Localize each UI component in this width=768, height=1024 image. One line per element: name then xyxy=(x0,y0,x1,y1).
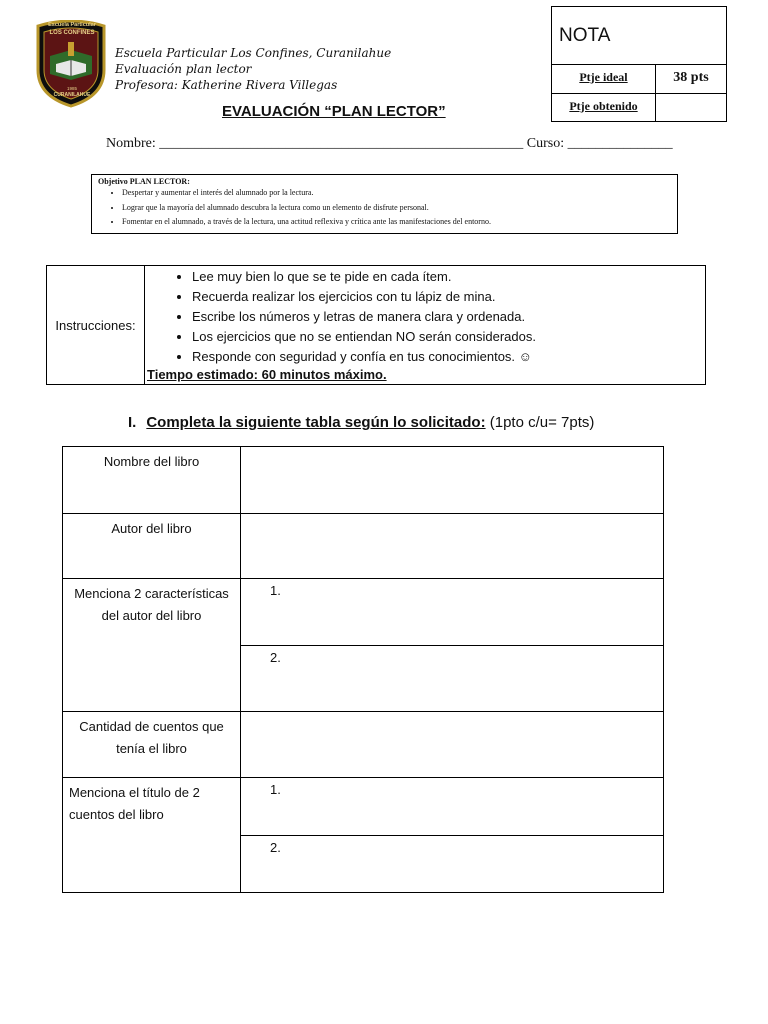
instruction-item: • Escribe los números y letras de manera clara y ordenada. xyxy=(192,307,705,327)
obtained-score-label: Ptje obtenido xyxy=(552,94,656,122)
row-label: Nombre del libro xyxy=(63,447,241,513)
answer-cell[interactable] xyxy=(241,447,663,513)
section-points: (1pto c/u= 7pts) xyxy=(489,414,595,431)
objective-item: • Despertar y aumentar el interés del alumnado por la lectura. xyxy=(122,186,671,201)
name-label: Nombre: xyxy=(106,136,156,151)
answer-cell[interactable]: 2. xyxy=(241,645,663,712)
name-field[interactable]: ____________________________________________________ xyxy=(159,136,524,151)
instructions-body xyxy=(146,266,705,383)
objective-title: Objetivo PLAN LECTOR: xyxy=(98,177,190,186)
table-row xyxy=(63,578,663,711)
section-number: I. xyxy=(128,414,137,431)
section-heading xyxy=(128,414,594,431)
course-field[interactable]: _______________ xyxy=(567,136,673,151)
course-label: Curso: xyxy=(526,136,565,151)
obtained-score-field[interactable] xyxy=(656,94,726,122)
instruction-item: • Lee muy bien lo que se te pide en cada ítem. xyxy=(192,267,705,287)
logo-text-bottom: CURANILAHUE xyxy=(53,92,91,98)
row-label: Autor del libro xyxy=(63,514,241,578)
table-row xyxy=(63,777,663,893)
instruction-item: • Recuerda realizar los ejercicios con tu lápiz de mina. xyxy=(192,287,705,307)
instruction-item: • Los ejercicios que no se entiendan NO serán considerados. xyxy=(192,327,705,347)
answer-cell[interactable]: 1. xyxy=(270,782,281,797)
school-name: Escuela Particular Los Confines, Curanilahue xyxy=(115,46,392,60)
book-table xyxy=(62,446,664,893)
logo-text-top: Escuela Particular xyxy=(48,22,96,28)
row-label: Cantidad de cuentos que tenía el libro xyxy=(63,712,241,777)
grade-label: NOTA xyxy=(559,25,611,46)
estimated-time: Tiempo estimado: 60 minutos máximo. xyxy=(147,367,387,382)
objective-item: • Fomentar en el alumnado, a través de la lectura, una actitud reflexiva y crítica ante las manifestaciones del entorno. xyxy=(122,215,671,230)
answer-cell[interactable]: 2. xyxy=(241,835,663,894)
instructions-label: Instrucciones: xyxy=(47,266,145,384)
table-row xyxy=(63,447,663,513)
page-title: EVALUACIÓN “PLAN LECTOR” xyxy=(222,103,446,120)
ideal-score-row xyxy=(552,64,726,93)
objective-item: • Lograr que la mayoría del alumnado descubra la lectura como un elemento de disfrute personal. xyxy=(122,201,671,216)
logo-text-mid: LOS CONFINES xyxy=(49,30,95,36)
ideal-score-value: 38 pts xyxy=(673,70,709,85)
answer-cell[interactable] xyxy=(241,712,663,778)
obtained-score-row xyxy=(552,93,726,122)
grade-box xyxy=(551,6,727,122)
teacher-name: Profesora: Katherine Rivera Villegas xyxy=(115,78,338,92)
logo-text-year: 1985 xyxy=(66,86,77,91)
student-line xyxy=(106,136,673,152)
objective-box xyxy=(91,174,678,234)
instruction-item: • Responde con seguridad y confía en tus conocimientos. ☺ xyxy=(192,347,705,367)
objective-list xyxy=(98,186,671,230)
row-label: Menciona 2 características del autor del libro xyxy=(63,579,241,711)
section-title: Completa la siguiente tabla según lo solicitado: xyxy=(146,414,486,431)
answer-cell[interactable]: 1. xyxy=(270,583,281,598)
answer-cell[interactable] xyxy=(241,514,663,579)
instructions-box xyxy=(46,265,706,385)
row-label: Menciona el título de 2 cuentos del libro xyxy=(63,778,241,893)
instructions-list xyxy=(146,267,705,367)
table-row xyxy=(63,711,663,777)
school-info xyxy=(115,45,391,93)
table-row xyxy=(63,513,663,578)
evaluation-name: Evaluación plan lector xyxy=(115,62,252,76)
ideal-score-label: Ptje ideal xyxy=(552,65,656,93)
